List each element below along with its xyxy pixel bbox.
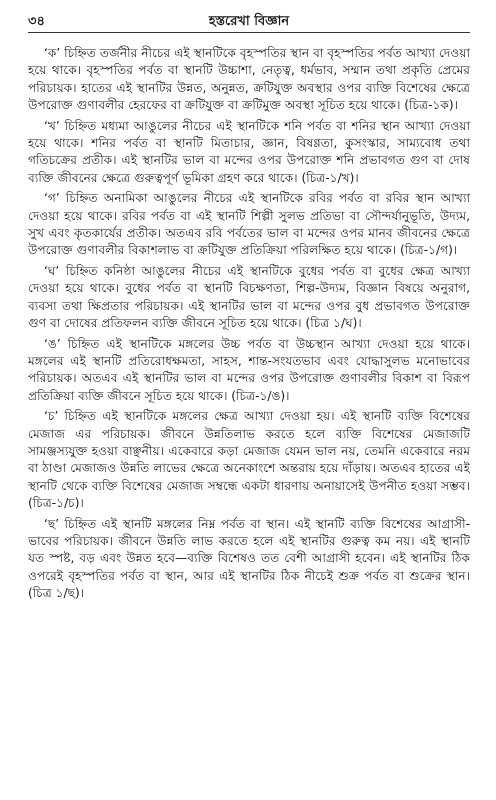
paragraph-cha: ‘চ’ চিহ্নিত এই স্থানটিকে মঙ্গলের ক্ষেত্র আখ্যা দেওয়া হয়। এই স্থানটি ব্যক্তি বিশেষের মেজাজ এর পরিচায়ক। জীবনে উন্নতিলাভ করতে হলে ব্যক্তি বিশেষের মেজাজটি সামঞ্জস্যযুক্ত হওয়া বাঞ্ছনীয়। একেবারে কড়া মেজাজ যেমন ভাল নয়, তেমনি একেবারে নরম বা ঠাণ্ডা মেজাজও উন্নতি লাভের ক্ষেত্রে অনেকাংশে অন্তরায় হয়ে দাঁড়ায়। অতএব হাতের এই স্থানটি থেকে ব্যক্তি বিশেষের মেজাজ সম্বন্ধে একটা ধারণায় অনায়াসেই উপনীত হওয়া সম্ভব। (চিত্র-১/চ)। — [28, 409, 470, 511]
page-header — [28, 10, 470, 33]
paragraph-ga: ‘গ’ চিহ্নিত অনামিকা আঙুলের নীচের এই স্থানটিকে রবির পর্বত বা রবির স্থান আখ্যা দেওয়া হয়ে থাকে। রবির পর্বত বা এই স্থানটি শিল্পী সুলভ প্রতিভা বা সৌন্দর্যানুভূতি, উদ্যম, সুখ এবং কৃতকার্যের প্রতীক। অতএব রবি পর্বতের ভাল বা মন্দের ওপর মানব জীবনের ক্ষেত্রে উপরোক্ত গুণাবলীর বিকাশলাভ বা ক্রটিযুক্ত প্রতিক্রিয়া পরিলক্ষিত হয়ে থাকে। (চিত্র-১/গ)। — [28, 191, 470, 258]
page-number: ৩৪ — [28, 14, 45, 29]
paragraph-ka: ‘ক’ চিহ্নিত তর্জনীর নীচের এই স্থানটিকে বৃহস্পতির স্থান বা বৃহস্পতির পর্বত আখ্যা দেওয়া হয়ে থাকে। বৃহস্পতির পর্বত বা স্থানটি উচ্চাশা, নেতৃত্ব, ধর্মভাব, সম্মান তথা প্রকৃতি প্রেমের পরিচায়ক। হাতের এই স্থানটির উন্নত, অনুন্নত, ক্রটিযুক্ত অবস্থার ওপর ব্যক্তি বিশেষের ক্ষেত্রে উপরোক্ত গুণাবলীর হেরফের বা ক্রটিযুক্ত বা ক্রটিমুক্ত অবস্থা সূচিত হয়ে থাকে। (চিত্র-১ক)। — [28, 46, 470, 113]
paragraph-kha: ‘খ’ চিহ্নিত মধ্যমা আঙুলের নীচের এই স্থানটিকে শনি পর্বত বা শনির স্থান আখ্যা দেওয়া হয়ে থাকে। শনির পর্বত বা স্থানটি মিতাচার, জ্ঞান, বিষণ্ণতা, কুসংস্কার, সাম্যবোধ তথা গতিচক্রের প্রতীক। এই স্থানটির ভাল বা মন্দের ওপর উপরোক্ত শনি প্রভাবগত গুণ বা দোষ ব্যক্তি জীবনের ক্ষেত্রে গুরুত্বপূর্ণ ভূমিকা গ্রহণ করে থাকে। (চিত্র-১/খ)। — [28, 118, 470, 185]
paragraph-gha: ‘ঘ’ চিহ্নিত কনিষ্ঠা আঙুলের নীচের এই স্থানটিকে বুধের পর্বত বা বুধের ক্ষেত্র আখ্যা দেওয়া হয়ে থাকে। বুধের পর্বত বা স্থানটি বিচক্ষণতা, শিল্প-উদ্যম, বিজ্ঞান বিষয়ে অনুরাগ, ব্যবসা তথা ক্ষিপ্রতার পরিচায়ক। এই স্থানটির ভাল বা মন্দের ওপর বুধ প্রভাবগত উপরোক্ত গুণ বা দোষের প্রতিফলন ব্যক্তি জীবনে সূচিত হয়ে থাকে। (চিত্র ১/ঘ)। — [28, 263, 470, 331]
body-text — [28, 45, 470, 603]
paragraph-chha: ‘ছ’ চিহ্নিত এই স্থানটি মঙ্গলের নিম্ন পর্বত বা স্থান। এই স্থানটি ব্যক্তি বিশেষের আগ্রাসী-ভাবের পরিচায়ক। জীবনে উন্নতি লাভ করতে হলে এই স্থানটির গুরুত্ব কম নয়। এই স্থানটি যত স্পষ্ট, বড় এবং উন্নত হবে—ব্যক্তি বিশেষও তত বেশী আগ্রাসী হবেন। এই স্থানটির ঠিক ওপরেই বৃহস্পতির পর্বত বা স্থান, আর এই স্থানটির ঠিক নীচেই শুক্র পর্বত বা শুক্রের স্থান। (চিত্র ১/ছ)। — [28, 516, 470, 601]
running-title: হস্তরেখা বিজ্ঞান — [208, 14, 290, 29]
paragraph-umo: ‘ঙ’ চিহ্নিত এই স্থানটিকে মঙ্গলের উচ্চ পর্বত বা উচ্চস্থান আখ্যা দেওয়া হয়ে থাকে। মঙ্গলের এই স্থানটি প্রতিরোধক্ষমতা, সাহস, শান্ত-সংযতভাব এবং যোদ্ধাসুলভ মনোভাবের পরিচায়ক। অতএব এই স্থানটির ভাল বা মন্দের ওপর উপরোক্ত গুণাবলীর বিকাশ বা বিরূপ প্রতিক্রিয়া ব্যক্তি জীবনে সূচিত হয়ে থাকে। (চিত্র-১/ঙ)। — [28, 336, 470, 403]
